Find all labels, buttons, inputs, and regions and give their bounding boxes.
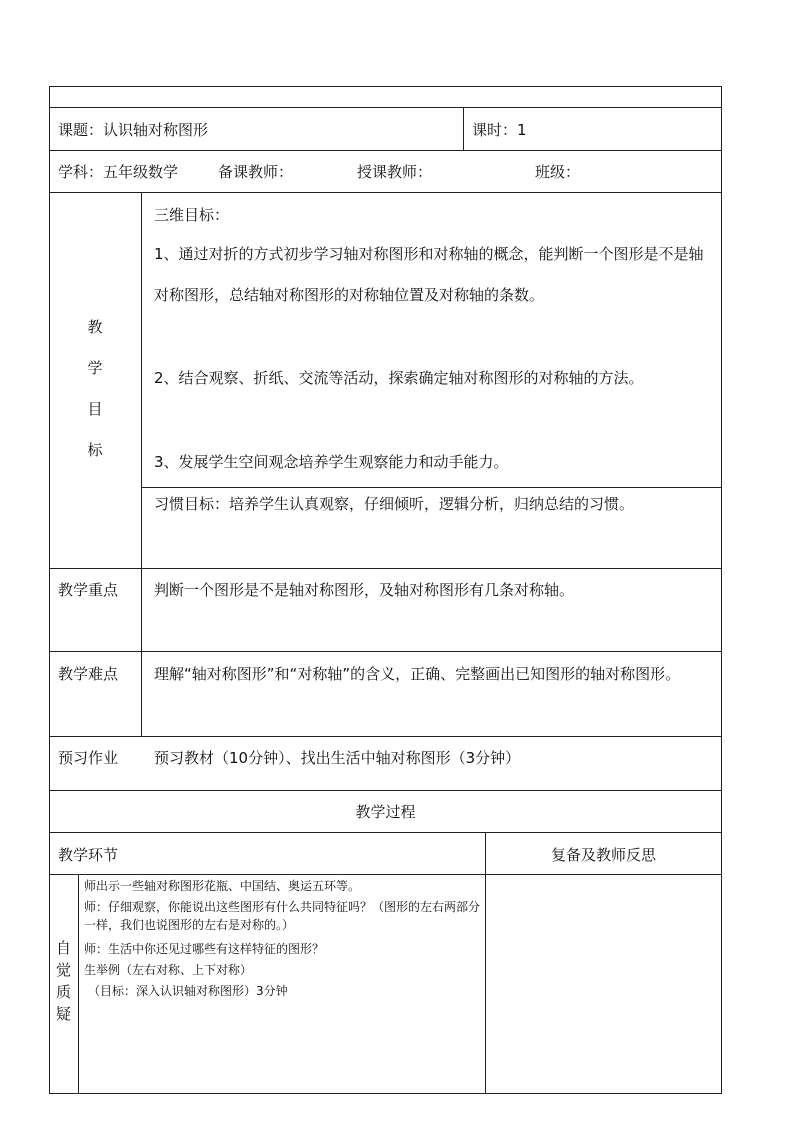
key-point-label: 教学重点 [58, 581, 119, 599]
process-line-4: 生举例（左右对称、上下对称） [84, 963, 253, 977]
objectives-label-char: 学 [87, 359, 103, 377]
class-field: 班级： [535, 163, 581, 181]
table-rule [49, 832, 722, 833]
lecture-teacher-field: 授课教师： [357, 163, 433, 181]
table-col-divider [485, 832, 486, 1093]
table-rule [49, 568, 722, 569]
class-hours: 课时：1 [472, 121, 527, 139]
stage-column-header: 教学环节 [58, 846, 119, 864]
objectives-heading: 三维目标： [154, 206, 230, 224]
table-border-top [49, 86, 722, 87]
objectives-label-char: 目 [87, 400, 103, 418]
objectives-label-char: 标 [87, 441, 103, 459]
difficulty-text: 理解“轴对称图形”和“对称轴”的含义，正确、完整画出已知图形的轴对称图形。 [154, 665, 681, 683]
table-rule [49, 651, 722, 652]
process-line-1: 师出示一些轴对称图形花瓶、中国结、奥运五环等。 [84, 879, 361, 893]
objective-item-3: 3、发展学生空间观念培养学生观察能力和动手能力。 [154, 453, 509, 471]
table-col-divider [141, 192, 142, 736]
table-border-right [721, 86, 722, 1094]
process-line-3: 师：生活中你还见过哪些有这样特征的图形？ [84, 942, 325, 956]
stage-label [49, 937, 78, 1025]
table-rule [49, 192, 722, 193]
difficulty-label: 教学难点 [58, 665, 119, 683]
habit-objective: 习惯目标：培养学生认真观察，仔细倾听，逻辑分析，归纳总结的习惯。 [154, 495, 635, 513]
objective-item-2: 2、结合观察、折纸、交流等活动，探索确定轴对称图形的对称轴的方法。 [154, 369, 644, 387]
objectives-label-char: 教 [87, 318, 103, 336]
stage-label-char: 质 [55, 983, 71, 1001]
table-rule [49, 107, 722, 108]
table-col-divider [463, 107, 464, 150]
stage-label-char: 自 [55, 939, 71, 957]
key-point-text: 判断一个图形是不是轴对称图形，及轴对称图形有几条对称轴。 [154, 581, 575, 599]
table-border-bottom [49, 1093, 722, 1094]
preview-text: 预习教材（10分钟）、找出生活中轴对称图形（3分钟） [154, 749, 521, 767]
table-col-divider [78, 874, 79, 1093]
objective-item-1: 1、通过对折的方式初步学习轴对称图形和对称轴的概念，能判断一个图形是不是轴对称图形，总结轴对称图形的对称轴位置及对称轴的条数。 [154, 245, 704, 304]
table-rule [49, 874, 722, 875]
stage-label-char: 疑 [55, 1005, 71, 1023]
preview-label: 预习作业 [58, 749, 119, 767]
objectives-label [49, 307, 141, 471]
table-rule [49, 150, 722, 151]
lesson-title: 课题：认识轴对称图形 [58, 121, 209, 139]
table-rule [49, 790, 722, 791]
process-line-5: （目标：深入认识轴对称图形）3分钟 [88, 984, 288, 998]
prep-teacher-field: 备课教师： [218, 163, 294, 181]
subject-field: 学科：五年级数学 [58, 163, 179, 181]
reflection-column-header: 复备及教师反思 [550, 846, 656, 864]
table-rule [49, 736, 722, 737]
process-line-2: 师：仔细观察，你能说出这些图形有什么共同特征吗？（图形的左右两部分一样，我们也说图形的左右是对称的。） [84, 900, 481, 932]
process-title: 教学过程 [355, 803, 416, 821]
stage-label-char: 觉 [55, 961, 71, 979]
